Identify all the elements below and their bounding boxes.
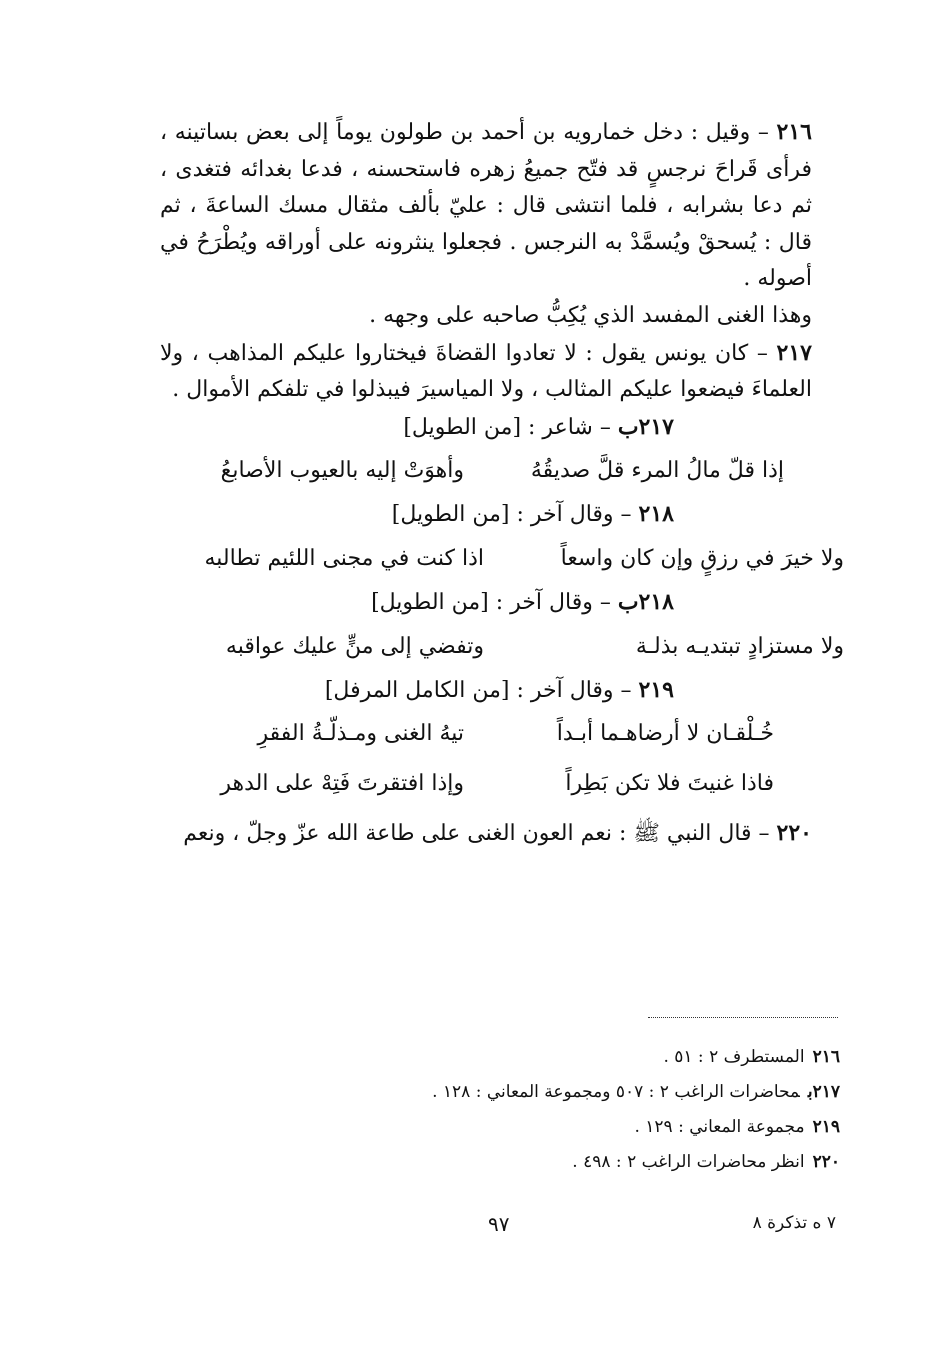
entry-number: ٢١٧ب [617,413,674,440]
entry-216 [160,114,844,298]
footnote-text: محاضرات الراغب ٢ : ٥٠٧ ومجموعة المعاني : ١٢٨ . [432,1082,800,1102]
verse-second-hemistich: وأهوَتْ إليه بالعيوب الأصابعُ [220,458,464,484]
main-text [160,114,844,853]
verse-first-hemistich: خُـلْقـان لا أرضاهـما أبـداً [556,721,774,747]
footnote-text: انظر محاضرات الراغب ٢ : ٤٩٨ . [572,1152,805,1172]
verse-second-hemistich: اذا كنت في مجنى اللئيم تطالبه [204,545,484,571]
verse-first-hemistich: فاذا غنيتَ فلا تكن بَطِراً [565,771,774,797]
footnote-number: ٢١٧ب [807,1082,840,1102]
entry-text: – وقال آخر : [من الطويل] [371,589,618,615]
entry-number: ٢١٧ [776,339,812,366]
footnote-number: ٢١٦ [812,1047,840,1067]
entry-text: – شاعر : [من الطويل] [403,414,618,440]
entry-number: ٢١٦ [776,119,812,145]
entry-number: ٢٢٠ [776,820,812,847]
verse-second-hemistich: وتفضي إلى منٍّ عليك عواقبه [225,633,484,659]
footnote-separator [648,1017,838,1018]
verse-219-2 [160,759,844,809]
verse-first-hemistich: ولا مستزادٍ تبتديـه بذلـة [635,633,844,659]
footnote-number: ٢٢٠ [812,1152,840,1172]
entry-text: – كان يونس يقول : لا تعادوا القضاةَ فيختاروا عليكم المذاهب ، ولا العلماءَ فيضعوا عليكم المثالب ، ولا المياسيرَ فيبذلوا في تلفكم الأموال . [160,340,812,403]
footnote-219 [380,1110,840,1145]
footnotes [380,1040,840,1180]
entry-number: ٢١٩ [638,676,674,703]
entry-220 [160,815,844,853]
entry-217 [160,335,844,409]
entry-218 [160,496,844,534]
footnote-text: المستطرف ٢ : ٥١ . [663,1047,805,1067]
verse-second-hemistich: تيهُ الغنى ومـذلّـةُ الفقرِ [257,721,464,747]
entry-text: – وقال آخر : [من الطويل] [391,502,639,528]
entry-217b [160,409,844,447]
footnote-text: مجموعة المعاني : ١٢٩ . [634,1117,805,1137]
footnote-220 [380,1145,840,1180]
verse-219-1 [160,709,844,759]
entry-number: ٢١٨ [638,501,674,528]
page-number: ٩٧ [488,1212,510,1236]
entry-text: – وقال آخر : [من الكامل المرفل] [324,677,639,703]
verse-first-hemistich: ولا خيرَ في رزقٍ وإن كان واسعاً [560,545,844,571]
verse-218b [160,622,844,672]
signature-mark: ٧ ه تذكرة ٨ [752,1213,836,1233]
entry-219 [160,672,844,710]
entry-text: – وقيل : دخل خمارويه بن أحمد بن طولون يوماً إلى بعض بساتينه ، فرأى قَراحَ نرجسٍ قد فتّح جميعُ زهره فاستحسنه ، فدعا بغدائه فتغدى ، ثم دعا بشرابه ، فلما انتشى قال : عليّ بألف مثقال مسك الساعةَ ، ثم قال : يُسحقْ ويُسمَّدْ به النرجس . فجعلوا ينثرونه على أوراقه ويُطْرَحُ في أصوله . [160,120,812,292]
footnote-216 [380,1040,840,1075]
entry-text: – قال النبي ﷺ : نعم العون الغنى على طاعة الله عزّ وجلّ ، ونعم [183,821,777,847]
verse-218 [160,534,844,584]
verse-first-hemistich: إذا قلّ مالُ المرء قلَّ صديقُهُ [530,458,784,484]
verse-217b [160,446,844,496]
footnote-number: ٢١٩ [812,1117,840,1137]
entry-216-comment: وهذا الغنى المفسد الذي يُكِبُّ صاحبه على وجهه . [369,302,812,328]
verse-second-hemistich: وإذا افتقرتَ فَتِهْ على الدهر [220,771,464,797]
entry-number: ٢١٨ب [617,588,674,615]
footnote-217b [380,1075,840,1110]
entry-218b [160,584,844,622]
